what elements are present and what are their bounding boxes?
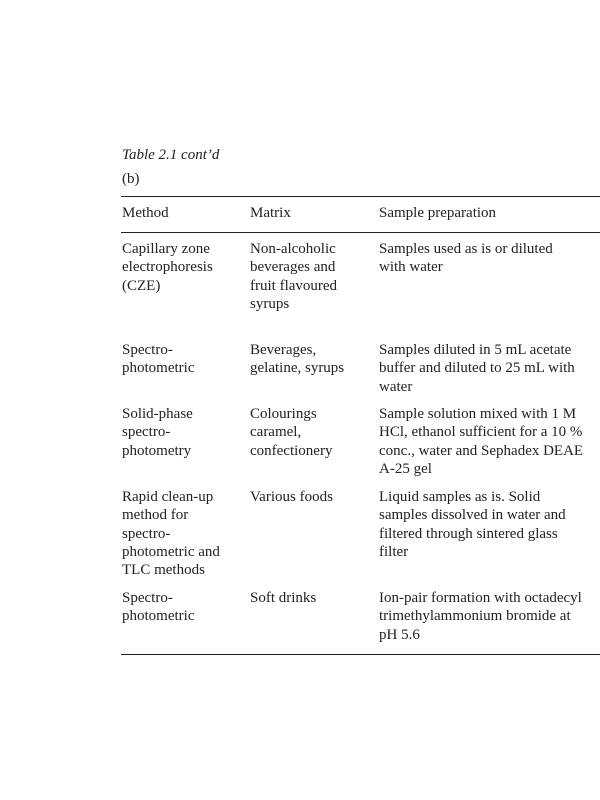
cell-method: Capillary zone electrophoresis (CZE) bbox=[122, 241, 213, 294]
cell-matrix: Soft drinks bbox=[250, 590, 317, 606]
cell-method: Spectro- photometric bbox=[122, 342, 195, 377]
table-top-rule bbox=[121, 196, 600, 197]
cell-sample-preparation: Samples diluted in 5 mL acetate buffer and diluted to 25 mL with water bbox=[379, 342, 575, 395]
cell-matrix: Non-alcoholic beverages and fruit flavoured syrups bbox=[250, 241, 338, 312]
column-header-sample-preparation: Sample preparation bbox=[379, 205, 497, 221]
cell-matrix: Colourings caramel, confectionery bbox=[250, 406, 333, 459]
cell-method: Solid-phase spectro- photometry bbox=[122, 406, 193, 459]
column-header-method: Method bbox=[122, 205, 169, 221]
column-header-matrix: Matrix bbox=[250, 205, 291, 221]
cell-matrix: Beverages, gelatine, syrups bbox=[250, 342, 345, 377]
cell-matrix: Various foods bbox=[250, 489, 333, 505]
table-header-rule bbox=[121, 232, 600, 233]
table-subcaption: (b) bbox=[122, 171, 140, 187]
table-caption: Table 2.1 cont’d bbox=[122, 147, 220, 163]
cell-sample-preparation: Sample solution mixed with 1 M HCl, ethanol sufficient for a 10 % conc., water and Sephadex DEAE A-25 gel bbox=[379, 406, 584, 477]
cell-sample-preparation: Samples used as is or diluted with water bbox=[379, 241, 553, 276]
cell-sample-preparation: Ion-pair formation with octadecyl trimethylammonium bromide at pH 5.6 bbox=[379, 590, 582, 643]
cell-sample-preparation: Liquid samples as is. Solid samples dissolved in water and filtered through sintered glass filter bbox=[379, 489, 566, 560]
table-bottom-rule bbox=[121, 654, 600, 655]
cell-method: Rapid clean-up method for spectro- photometric and TLC methods bbox=[122, 489, 220, 579]
cell-method: Spectro- photometric bbox=[122, 590, 195, 625]
